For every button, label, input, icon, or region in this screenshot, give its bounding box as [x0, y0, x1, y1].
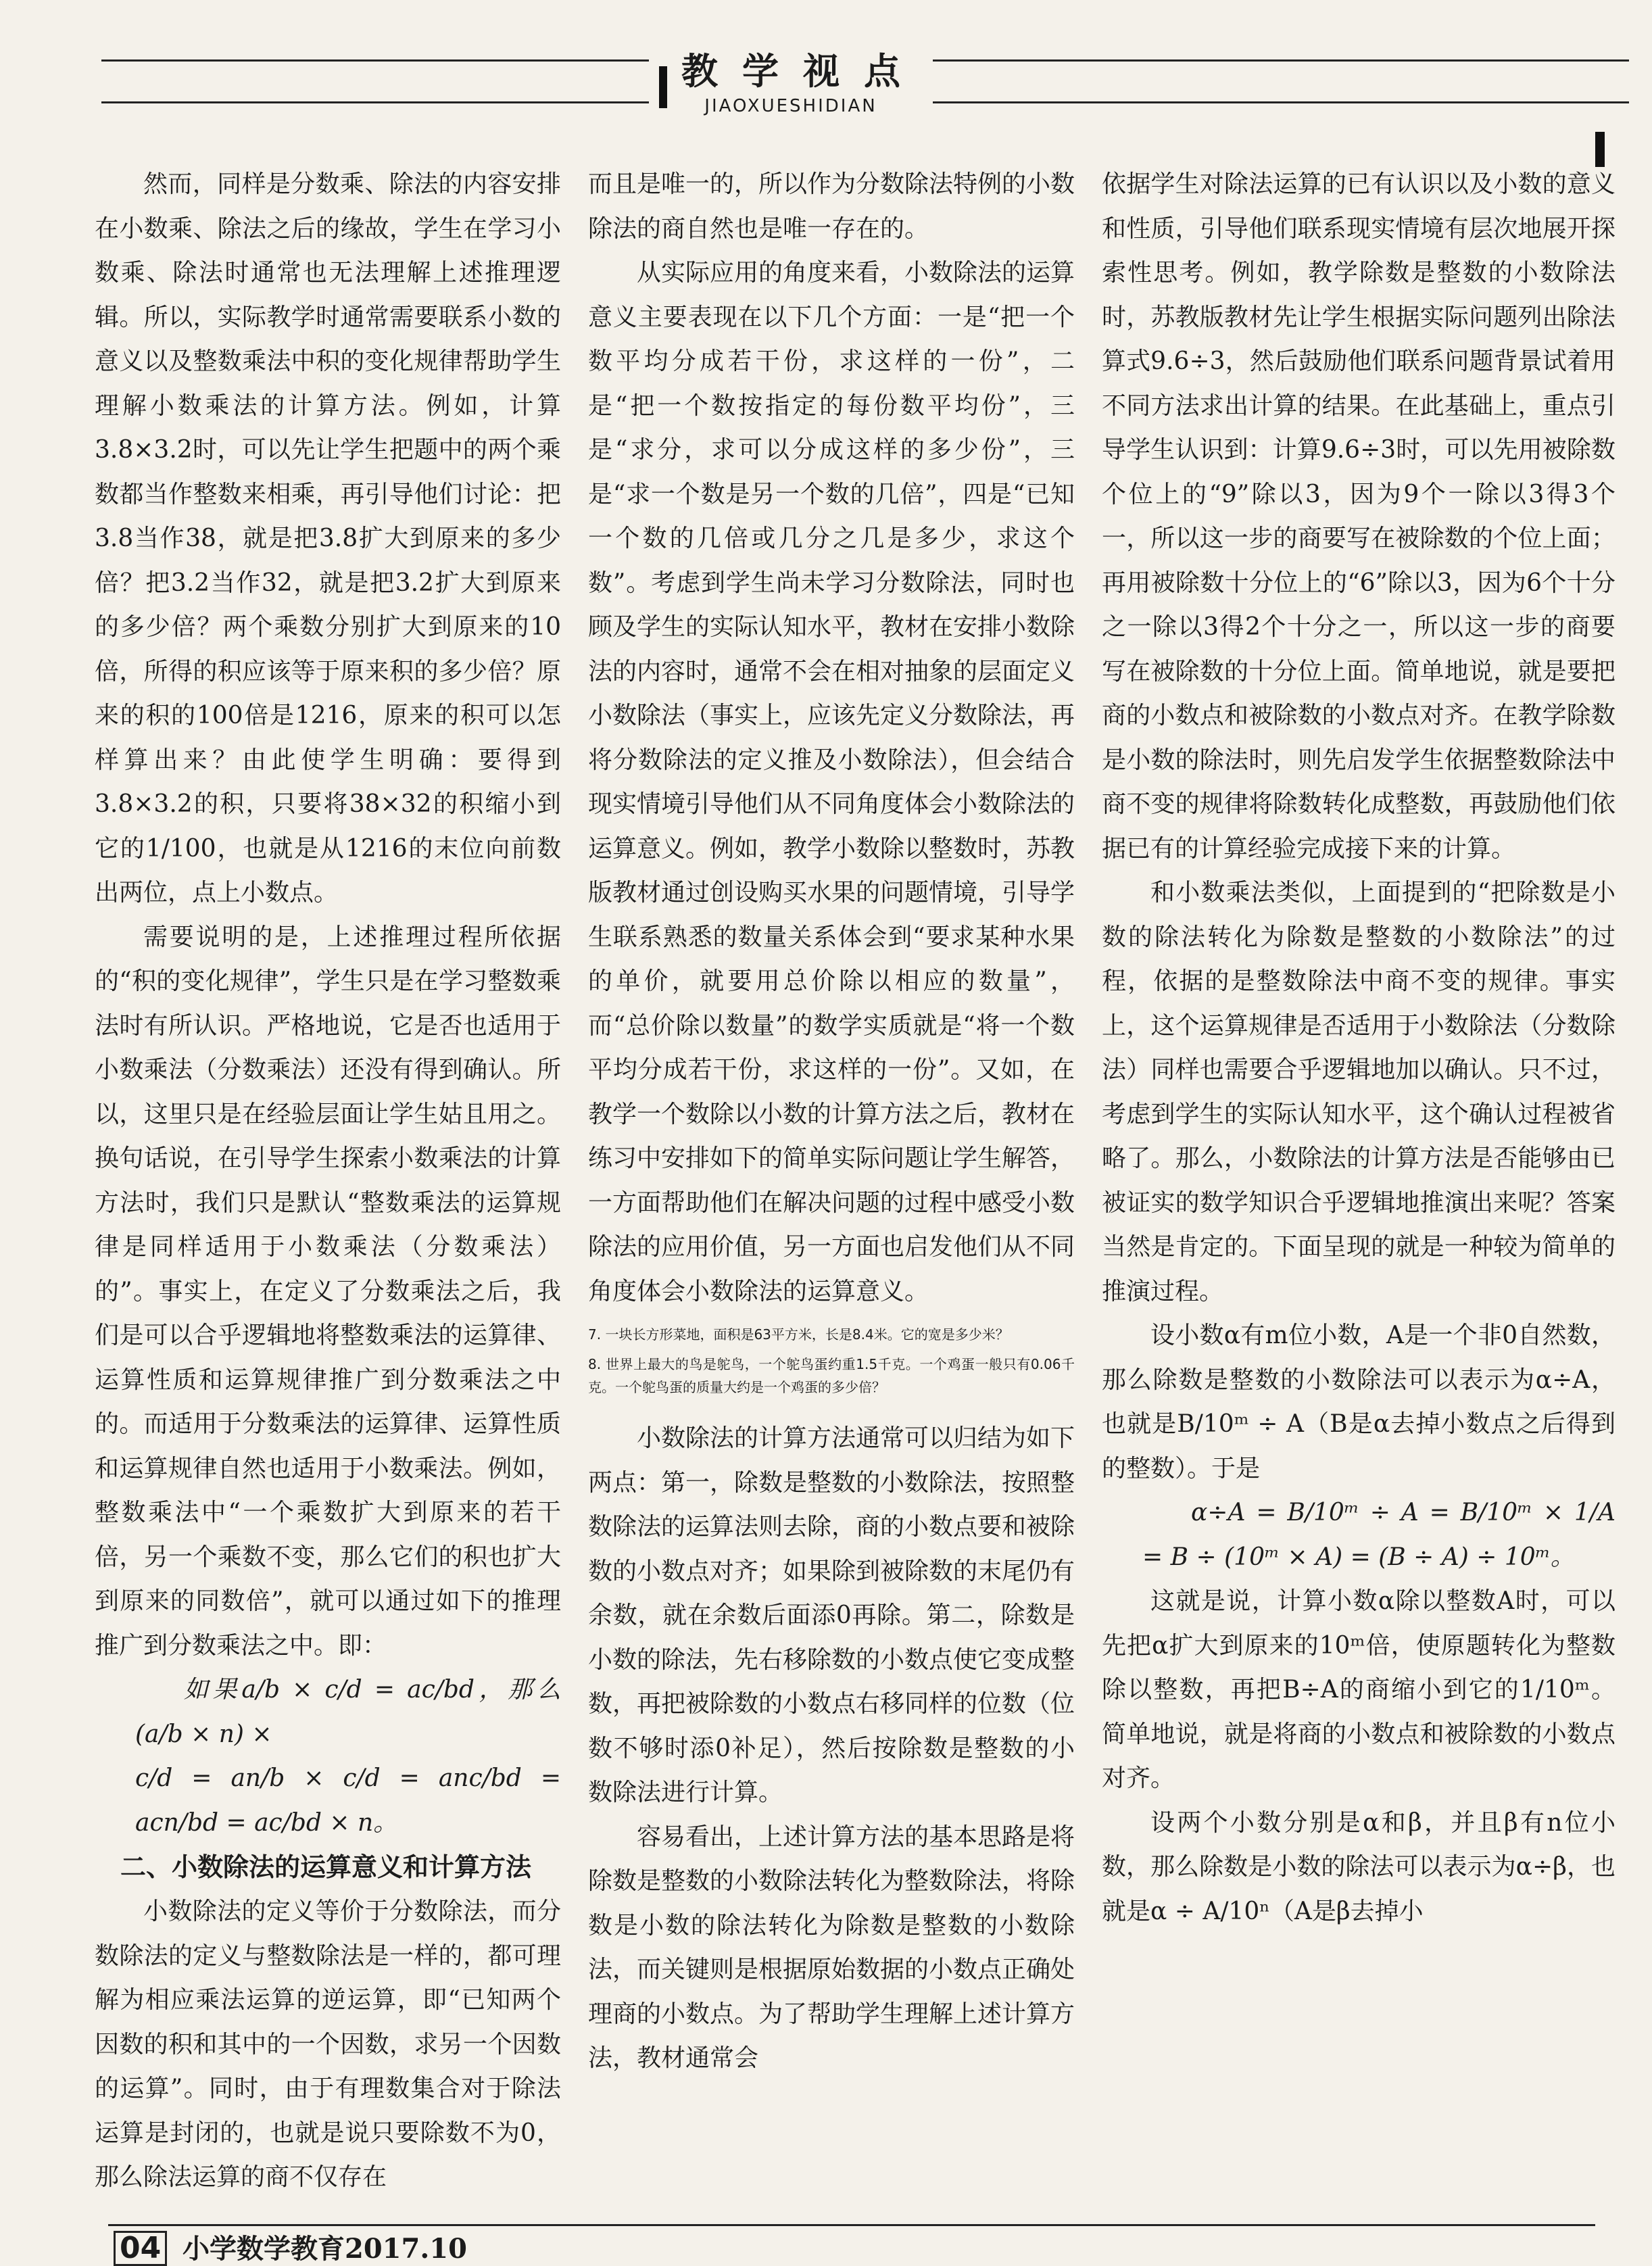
- paragraph: 和小数乘法类似，上面提到的“把除数是小数的除法转化为除数是整数的小数除法”的过程，依据的是整数除法中商不变的规律。事实上，这个运算规律是否适用于小数除法（分数除法）同样也需要合乎逻辑地加以确认。只不过，考虑到学生的实际认知水平，这个确认过程被省略了。那么，小数除法的计算方法是否能够由已被证实的数学知识合乎逻辑地推演出来呢？答案当然是肯定的。下面呈现的就是一种较为简单的推演过程。: [1102, 879, 1615, 1305]
- header-marker: [659, 66, 667, 108]
- paragraph: 设两个小数分别是α和β，并且β有n位小数，那么除数是小数的除法可以表示为α÷β，也就是α ÷ A/10ⁿ（A是β去掉小: [1102, 1808, 1615, 1925]
- formula: α÷A = B/10ᵐ ÷ A = B/10ᵐ × 1/A = B ÷ (10ᵐ × A) = (B ÷ A) ÷ 10ᵐ。: [1142, 1499, 1615, 1571]
- formula: 如果a/b × c/d = ac/bd，那么(a/b × n) ×: [135, 1676, 561, 1748]
- section-heading: 二、小数除法的运算意义和计算方法: [120, 1852, 532, 1882]
- paragraph: 依据学生对除法运算的已有认识以及小数的意义和性质，引导他们联系现实情境有层次地展开探索性思考。例如，教学除数是整数的小数除法时，苏教版教材先让学生根据实际问题列出除法算式9.6÷3，然后鼓励他们联系问题背景试着用不同方法求出计算的结果。在此基础上，重点引导学生认识到：计算9.6÷3时，可以先用被除数个位上的“9”除以3，因为9个一除以3得3个一，所以这一步的商要写在被除数的个位上面；再用被除数十分位上的“6”除以3，因为6个十分之一除以3得2个十分之一，所以这一步的商要写在被除数的十分位上面。简单地说，就是要把商的小数点和被除数的小数点对齐。在教学除数是小数的除法时，则先启发学生依据整数除法中商不变的规律将除数转化成整数，再鼓励他们依据已有的计算经验完成接下来的计算。: [1102, 170, 1615, 863]
- page-number: 04: [114, 2231, 167, 2266]
- paragraph: 需要说明的是，上述推理过程所依据的“积的变化规律”，学生只是在学习整数乘法时有所认识。严格地说，它是否也适用于小数乘法（分数乘法）还没有得到确认。所以，这里只是在经验层面让学生姑且用之。换句话说，在引导学生探索小数乘法的计算方法时，我们只是默认“整数乘法的运算规律是同样适用于小数乘法（分数乘法）的”。事实上，在定义了分数乘法之后，我们是可以合乎逻辑地将整数乘法的运算律、运算性质和运算规律推广到分数乘法之中的。而适用于分数乘法的运算律、运算性质和运算规律自然也适用于小数乘法。例如，整数乘法中“一个乘数扩大到原来的若干倍，另一个乘数不变，那么它们的积也扩大到原来的同数倍”，就可以通过如下的推理推广到分数乘法之中。即：: [95, 923, 561, 1660]
- journal-name: 小学数学教育2017.10: [183, 2233, 467, 2265]
- exercise-7: 7. 一块长方形菜地，面积是63平方米，长是8.4米。它的宽是多少米？: [588, 1326, 1009, 1343]
- section-subtitle: JIAOXUESHIDIAN: [704, 96, 877, 116]
- footer-rule: [108, 2224, 1595, 2226]
- exercise-8: 8. 世界上最大的鸟是鸵鸟，一个鸵鸟蛋约重1.5千克。一个鸡蛋一般只有0.06千克。一个鸵鸟蛋的质量大约是一个鸡蛋的多少倍？: [588, 1356, 1075, 1395]
- exercise-box: [588, 1323, 1075, 1399]
- paragraph: 而且是唯一的，所以作为分数除法特例的小数除法的商自然也是唯一存在的。: [588, 170, 1075, 243]
- paragraph: 小数除法的定义等价于分数除法，而分数除法的定义与整数除法是一样的，都可理解为相应乘法运算的逆运算，即“已知两个因数的积和其中的一个因数，求另一个因数的运算”。同时，由于有理数集合对于除法运算是封闭的，也就是说只要除数不为0，那么除法运算的商不仅存在: [95, 1898, 561, 2191]
- section-header: [649, 47, 933, 122]
- text-column-2: [588, 162, 1075, 2072]
- paragraph: 小数除法的计算方法通常可以归结为如下两点：第一，除数是整数的小数除法，按照整数除法的运算法则去除，商的小数点要和被除数的小数点对齐；如果除到被除数的末尾仍有余数，就在余数后面添0再除。第二，除数是小数的除法，先右移除数的小数点使它变成整数，再把被除数的小数点右移同样的位数（位数不够时添0补足），然后按除数是整数的小数除法进行计算。: [588, 1424, 1075, 1806]
- section-title: 教学视点: [681, 49, 925, 93]
- text-column-1: [95, 162, 561, 2191]
- paragraph: 从实际应用的角度来看，小数除法的运算意义主要表现在以下几个方面：一是“把一个数平均分成若干份，求这样的一份”，二是“把一个数按指定的每份数平均份”，三是“求分，求可以分成这样的多少份”，三是“求一个数是另一个数的几倍”，四是“已知一个数的几倍或几分之几是多少，求这个数”。考虑到学生尚未学习分数除法，同时也顾及学生的实际认知水平，教材在安排小数除法的内容时，通常不会在相对抽象的层面定义小数除法（事实上，应该先定义分数除法，再将分数除法的定义推及小数除法），但会结合现实情境引导他们从不同角度体会小数除法的运算意义。例如，教学小数除以整数时，苏教版教材通过创设购买水果的问题情境，引导学生联系熟悉的数量关系体会到“要求某种水果的单价，就要用总价除以相应的数量”，而“总价除以数量”的数学实质就是“将一个数平均分成若干份，求这样的一份”。又如，在教学一个数除以小数的计算方法之后，教材在练习中安排如下的简单实际问题让学生解答，一方面帮助他们在解决问题的过程中感受小数除法的应用价值，另一方面也启发他们从不同角度体会小数除法的运算意义。: [588, 259, 1075, 1305]
- paragraph: 容易看出，上述计算方法的基本思路是将除数是整数的小数除法转化为整数除法，将除数是小数的除法转化为除数是整数的小数除法，而关键则是根据原始数据的小数点正确处理商的小数点。为了帮助学生理解上述计算方法，教材通常会: [588, 1823, 1075, 2072]
- paragraph: 这就是说，计算小数α除以整数A时，可以先把α扩大到原来的10ᵐ倍，使原题转化为整数除以整数，再把B÷A的商缩小到它的1/10ᵐ。简单地说，就是将商的小数点和被除数的小数点对齐。: [1102, 1587, 1615, 1792]
- paragraph: 设小数α有m位小数，A是一个非0自然数，那么除数是整数的小数除法可以表示为α÷A，也就是B/10ᵐ ÷ A（B是α去掉小数点之后得到的整数）。于是: [1102, 1322, 1615, 1482]
- paragraph: 然而，同样是分数乘、除法的内容安排在小数乘、除法之后的缘故，学生在学习小数乘、除法时通常也无法理解上述推理逻辑。所以，实际教学时通常需要联系小数的意义以及整数乘法中积的变化规律帮助学生理解小数乘法的计算方法。例如，计算3.8×3.2时，可以先让学生把题中的两个乘数都当作整数来相乘，再引导他们讨论：把3.8当作38，就是把3.8扩大到原来的多少倍？把3.2当作32，就是把3.2扩大到原来的多少倍？两个乘数分别扩大到原来的10倍，所得的积应该等于原来积的多少倍？原来的积的100倍是1216，原来的积可以怎样算出来？由此使学生明确：要得到3.8×3.2的积，只要将38×32的积缩小到它的1/100，也就是从1216的末位向前数出两位，点上小数点。: [95, 170, 561, 907]
- formula: c/d = an/b × c/d = anc/bd = acn/bd = ac/bd × n。: [135, 1764, 561, 1837]
- text-column-3: [1102, 162, 1615, 2055]
